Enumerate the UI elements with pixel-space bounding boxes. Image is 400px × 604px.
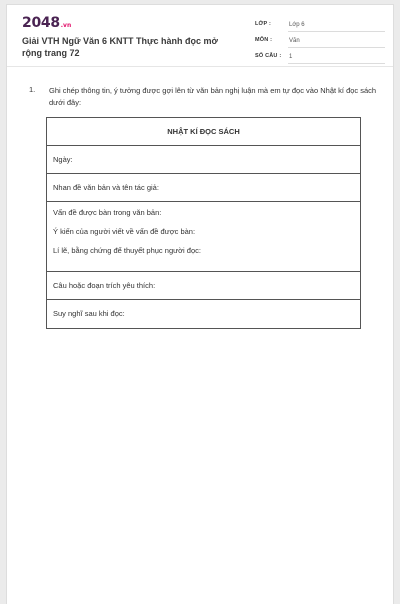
journal-issues-block [47, 202, 360, 272]
reading-journal-table [46, 117, 361, 329]
journal-issue-topic: Vấn đề được bàn trong văn bản: [53, 208, 162, 217]
meta-row-subject [255, 35, 385, 51]
journal-title: NHẬT KÍ ĐỌC SÁCH [47, 118, 360, 146]
logo-number: 2048 [22, 15, 60, 31]
meta-label-class: LỚP : [255, 21, 271, 27]
journal-issue-opinion: Ý kiến của người viết về vấn đề được bàn: [53, 227, 196, 236]
logo-tld: .vn [60, 22, 72, 29]
question-text: Ghi chép thông tin, ý tưởng được gợi lên từ văn bản nghị luận mà em tự đọc vào Nhật kí đọc sách dưới đây: [49, 86, 377, 107]
document-page [6, 4, 394, 604]
document-title: Giải VTH Ngữ Văn 6 KNTT Thực hành đọc mở rộng trang 72 [22, 36, 218, 58]
meta-label-subject: MÔN : [255, 37, 273, 43]
journal-thoughts-field: Suy nghĩ sau khi đọc: [53, 309, 125, 318]
journal-book-field: Nhan đề văn bản và tên tác giả: [47, 174, 360, 202]
journal-date-field: Ngày: [47, 146, 360, 174]
meta-row-question-count [255, 51, 385, 67]
meta-value-subject: Văn [288, 35, 385, 48]
document-header [7, 5, 393, 67]
site-logo[interactable] [22, 16, 71, 33]
meta-value-question-count: 1 [288, 51, 385, 64]
meta-label-question-count: SỐ CÂU : [255, 53, 282, 59]
journal-issue-evidence: Lí lẽ, bằng chứng để thuyết phục người đọc: [53, 246, 201, 255]
meta-info [255, 19, 385, 67]
meta-value-class: Lớp 6 [288, 19, 385, 32]
meta-row-class [255, 19, 385, 35]
journal-favorite-field: Câu hoặc đoạn trích yêu thích: [47, 272, 360, 300]
question-number: 1. [29, 85, 36, 94]
